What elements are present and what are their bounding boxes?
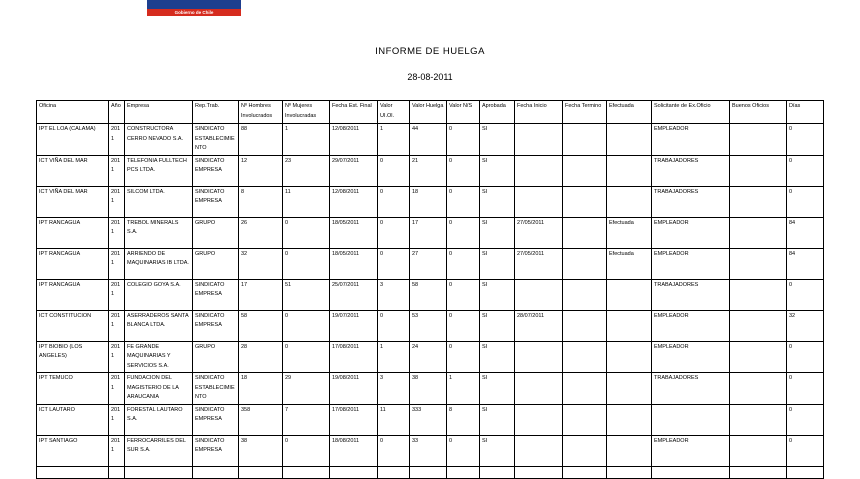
table-cell: 84	[787, 248, 824, 279]
table-row	[37, 435, 824, 466]
table-cell: 27	[410, 248, 447, 279]
table-header-row	[37, 101, 824, 124]
table-cell: 2011	[109, 124, 125, 156]
table-cell: SI	[480, 186, 515, 217]
table-cell: SINDICATO EMPRESA	[193, 279, 239, 310]
table-cell: 18	[239, 373, 283, 405]
column-header: Aprobada	[480, 101, 515, 124]
table-cell: 44	[410, 124, 447, 156]
table-cell	[607, 435, 652, 466]
table-cell	[730, 310, 787, 341]
table-cell: TRABAJADORES	[652, 373, 730, 405]
table-cell	[515, 404, 563, 435]
table-cell: SI	[480, 248, 515, 279]
table-cell: SINDICATO EMPRESA	[193, 186, 239, 217]
table-cell	[787, 466, 824, 478]
table-cell: 0	[447, 248, 480, 279]
table-cell: 51	[283, 279, 330, 310]
table-cell: 32	[787, 310, 824, 341]
table-cell: 0	[787, 124, 824, 156]
table-cell: 27/05/2011	[515, 248, 563, 279]
table-cell: 24	[410, 341, 447, 373]
table-cell: 33	[410, 435, 447, 466]
table-cell: 0	[283, 341, 330, 373]
table-cell: 0	[283, 310, 330, 341]
table-cell: 7	[283, 404, 330, 435]
table-cell: 18/08/2011	[330, 435, 378, 466]
table-row	[37, 124, 824, 156]
table-cell: IPT TEMUCO	[37, 373, 109, 405]
table-cell	[563, 186, 607, 217]
table-cell: 53	[410, 310, 447, 341]
table-cell: FORESTAL LAUTARO S.A.	[125, 404, 193, 435]
table-cell: Efectuada	[607, 217, 652, 248]
table-cell: ICT VIÑA DEL MAR	[37, 155, 109, 186]
table-cell: 0	[378, 217, 410, 248]
table-cell: 2011	[109, 155, 125, 186]
table-cell: 17	[410, 217, 447, 248]
table-cell	[730, 373, 787, 405]
table-cell	[607, 404, 652, 435]
table-cell	[563, 404, 607, 435]
table-cell: 18	[410, 186, 447, 217]
table-cell: 18/05/2011	[330, 248, 378, 279]
table-cell	[515, 435, 563, 466]
table-cell	[730, 404, 787, 435]
table-cell: EMPLEADOR	[652, 310, 730, 341]
column-header: Buenos Oficios	[730, 101, 787, 124]
table-row	[37, 279, 824, 310]
table-cell: 88	[239, 124, 283, 156]
table-cell: SI	[480, 435, 515, 466]
table-cell: GRUPO	[193, 341, 239, 373]
table-cell: 0	[283, 435, 330, 466]
table-row	[37, 341, 824, 373]
table-cell	[652, 466, 730, 478]
table-row	[37, 404, 824, 435]
table-cell: 58	[239, 310, 283, 341]
table-cell: IPT RANCAGUA	[37, 217, 109, 248]
table-cell: SI	[480, 217, 515, 248]
table-cell: 333	[410, 404, 447, 435]
table-cell: SI	[480, 310, 515, 341]
table-cell	[563, 435, 607, 466]
table-cell: SINDICATO EMPRESA	[193, 435, 239, 466]
table-cell: ICT CONSTITUCION	[37, 310, 109, 341]
table-cell: 19/07/2011	[330, 310, 378, 341]
table-cell	[515, 341, 563, 373]
table-cell: ASERRADEROS SANTA BLANCA LTDA.	[125, 310, 193, 341]
table-cell	[563, 341, 607, 373]
table-cell: 84	[787, 217, 824, 248]
table-cell: ICT VIÑA DEL MAR	[37, 186, 109, 217]
table-cell: 0	[283, 217, 330, 248]
table-cell: EMPLEADOR	[652, 248, 730, 279]
table-cell: SI	[480, 373, 515, 405]
table-row	[37, 155, 824, 186]
table-cell: GRUPO	[193, 248, 239, 279]
table-cell	[447, 466, 480, 478]
table-cell: 0	[787, 404, 824, 435]
column-header: Efectuada	[607, 101, 652, 124]
table-cell: SI	[480, 404, 515, 435]
table-cell	[563, 310, 607, 341]
table-cell: 0	[447, 435, 480, 466]
table-cell: 18/05/2011	[330, 217, 378, 248]
table-cell	[730, 341, 787, 373]
column-header: Fecha Inicio	[515, 101, 563, 124]
table-cell: 28	[239, 341, 283, 373]
table-cell: 0	[378, 186, 410, 217]
table-cell: 58	[410, 279, 447, 310]
table-cell: 28/07/2011	[515, 310, 563, 341]
table-cell: 1	[378, 341, 410, 373]
table-cell: 2011	[109, 248, 125, 279]
table-cell: COLEGIO GOYA S.A.	[125, 279, 193, 310]
table-cell: SINDICATO EMPRESA	[193, 404, 239, 435]
table-cell: TREBOL MINERALS S.A.	[125, 217, 193, 248]
column-header: Días	[787, 101, 824, 124]
table-cell	[607, 466, 652, 478]
column-header: Año	[109, 101, 125, 124]
table-cell: 2011	[109, 435, 125, 466]
table-cell: 27/05/2011	[515, 217, 563, 248]
table-cell	[563, 248, 607, 279]
table-cell: FERROCARRILES DEL SUR S.A.	[125, 435, 193, 466]
table-cell: 2011	[109, 279, 125, 310]
table-cell: IPT BIOBIO (LOS ANGELES)	[37, 341, 109, 373]
table-cell	[730, 155, 787, 186]
table-cell	[480, 466, 515, 478]
table-cell	[730, 217, 787, 248]
table-cell	[515, 124, 563, 156]
column-header: Empresa	[125, 101, 193, 124]
table-cell: 29/07/2011	[330, 155, 378, 186]
table-cell	[730, 186, 787, 217]
table-cell: 0	[447, 124, 480, 156]
table-cell: 0	[787, 186, 824, 217]
table-cell: 2011	[109, 217, 125, 248]
column-header: Nº Hombres Involucrados	[239, 101, 283, 124]
table-cell: 23	[283, 155, 330, 186]
table-cell: 0	[378, 310, 410, 341]
table-cell: FE GRANDE MAQUINARIAS Y SERVICIOS S.A.	[125, 341, 193, 373]
table-row	[37, 248, 824, 279]
table-cell	[607, 279, 652, 310]
table-cell: IPT RANCAGUA	[37, 248, 109, 279]
table-cell: IPT EL LOA (CALAMA)	[37, 124, 109, 156]
table-row-partial	[37, 466, 824, 478]
table-cell: IPT RANCAGUA	[37, 279, 109, 310]
table-cell: 3	[378, 373, 410, 405]
table-cell: 0	[787, 341, 824, 373]
table-cell: 17	[239, 279, 283, 310]
table-cell	[515, 279, 563, 310]
table-cell	[515, 155, 563, 186]
column-header: Oficina	[37, 101, 109, 124]
column-header: Rep.Trab.	[193, 101, 239, 124]
table-cell: SI	[480, 341, 515, 373]
table-cell	[607, 124, 652, 156]
table-cell	[607, 186, 652, 217]
table-cell	[109, 466, 125, 478]
table-cell	[730, 124, 787, 156]
column-header: Solicitante de Ex.Oficio	[652, 101, 730, 124]
table-cell: 2011	[109, 404, 125, 435]
table-cell: 0	[447, 186, 480, 217]
table-row	[37, 310, 824, 341]
table-cell: TRABAJADORES	[652, 155, 730, 186]
report-date: 28-08-2011	[407, 72, 453, 82]
table-row	[37, 186, 824, 217]
table-cell	[37, 466, 109, 478]
table-cell	[563, 124, 607, 156]
table-cell	[730, 248, 787, 279]
table-cell: 358	[239, 404, 283, 435]
table-cell: EMPLEADOR	[652, 435, 730, 466]
table-cell: SI	[480, 155, 515, 186]
table-cell	[607, 155, 652, 186]
table-cell: 0	[378, 435, 410, 466]
table-cell: 0	[447, 341, 480, 373]
table-cell: ICT LAUTARO	[37, 404, 109, 435]
table-cell: 2011	[109, 186, 125, 217]
table-cell: SI	[480, 279, 515, 310]
table-cell	[125, 466, 193, 478]
table-cell: 26	[239, 217, 283, 248]
table-cell: TRABAJADORES	[652, 279, 730, 310]
table-cell	[563, 155, 607, 186]
table-cell	[652, 404, 730, 435]
table-row	[37, 217, 824, 248]
table-cell: SINDICATO EMPRESA	[193, 310, 239, 341]
table-cell: 0	[447, 217, 480, 248]
table-cell: SILCOM LTDA.	[125, 186, 193, 217]
table-cell: 0	[787, 435, 824, 466]
table-cell: TELEFONIA FULLTECH PCS LTDA.	[125, 155, 193, 186]
table-cell: 0	[447, 279, 480, 310]
table-cell	[730, 435, 787, 466]
table-cell	[283, 466, 330, 478]
table-cell: 0	[787, 279, 824, 310]
table-cell: 12	[239, 155, 283, 186]
table-cell: 32	[239, 248, 283, 279]
table-cell	[193, 466, 239, 478]
table-cell: 8	[239, 186, 283, 217]
table-cell	[515, 466, 563, 478]
table-cell	[607, 341, 652, 373]
table-cell: 25/07/2011	[330, 279, 378, 310]
table-cell: EMPLEADOR	[652, 124, 730, 156]
logo-text: Gobierno de Chile	[174, 10, 214, 15]
table-cell	[563, 373, 607, 405]
table-cell: 38	[410, 373, 447, 405]
table-cell	[515, 373, 563, 405]
table-cell: 0	[378, 155, 410, 186]
table-cell: EMPLEADOR	[652, 341, 730, 373]
table-cell: 3	[378, 279, 410, 310]
table-cell: GRUPO	[193, 217, 239, 248]
table-cell: 0	[787, 373, 824, 405]
column-header: Fecha Est. Final	[330, 101, 378, 124]
column-header: Valor Huelga	[410, 101, 447, 124]
table-cell: 19/08/2011	[330, 373, 378, 405]
table-cell: IPT SANTIAGO	[37, 435, 109, 466]
table-cell: 1	[447, 373, 480, 405]
table-cell: 0	[283, 248, 330, 279]
table-cell: 8	[447, 404, 480, 435]
table-cell: TRABAJADORES	[652, 186, 730, 217]
table-row	[37, 373, 824, 405]
column-header: Valor N/S	[447, 101, 480, 124]
table-cell: 2011	[109, 310, 125, 341]
column-header: Fecha Termino	[563, 101, 607, 124]
table-cell	[239, 466, 283, 478]
table-cell: 1	[283, 124, 330, 156]
table-cell: 1	[378, 124, 410, 156]
table-cell: 12/08/2011	[330, 186, 378, 217]
table-cell: 17/08/2011	[330, 341, 378, 373]
table-cell: 0	[787, 155, 824, 186]
table-cell: SINDICATO EMPRESA	[193, 155, 239, 186]
table-cell	[515, 186, 563, 217]
table-cell: ARRIENDO DE MAQUINARIAS IB LTDA.	[125, 248, 193, 279]
table-cell: FUNDACION DEL MAGISTERIO DE LA ARAUCANIA	[125, 373, 193, 405]
table-cell: SINDICATO ESTABLECIMIENTO	[193, 124, 239, 156]
table-cell	[410, 466, 447, 478]
table-cell: 11	[283, 186, 330, 217]
table-cell	[378, 466, 410, 478]
table-cell	[607, 310, 652, 341]
table-cell: 17/08/2011	[330, 404, 378, 435]
table-cell	[730, 466, 787, 478]
table-cell: 0	[378, 248, 410, 279]
gobierno-logo	[147, 0, 241, 16]
table-cell	[330, 466, 378, 478]
table-cell: 11	[378, 404, 410, 435]
table-cell	[607, 373, 652, 405]
table-cell: 2011	[109, 373, 125, 405]
table-cell	[730, 279, 787, 310]
column-header: Nº Mujeres Involucradas	[283, 101, 330, 124]
table-cell	[563, 466, 607, 478]
table-cell: 2011	[109, 341, 125, 373]
table-cell	[563, 279, 607, 310]
table-cell: 0	[447, 155, 480, 186]
table-cell: SI	[480, 124, 515, 156]
table-cell: 12/08/2011	[330, 124, 378, 156]
table-cell: CONSTRUCTORA CERRO NEVADO S.A.	[125, 124, 193, 156]
table-cell: 0	[447, 310, 480, 341]
strike-report-table	[36, 100, 824, 479]
report-title: INFORME DE HUELGA	[375, 46, 485, 57]
table-cell	[563, 217, 607, 248]
table-cell: 29	[283, 373, 330, 405]
table-cell: EMPLEADOR	[652, 217, 730, 248]
table-cell: 21	[410, 155, 447, 186]
table-cell: Efectuada	[607, 248, 652, 279]
table-cell: 38	[239, 435, 283, 466]
table-cell: SINDICATO ESTABLECIMIENTO	[193, 373, 239, 405]
column-header: Valor UI.Ol.	[378, 101, 410, 124]
